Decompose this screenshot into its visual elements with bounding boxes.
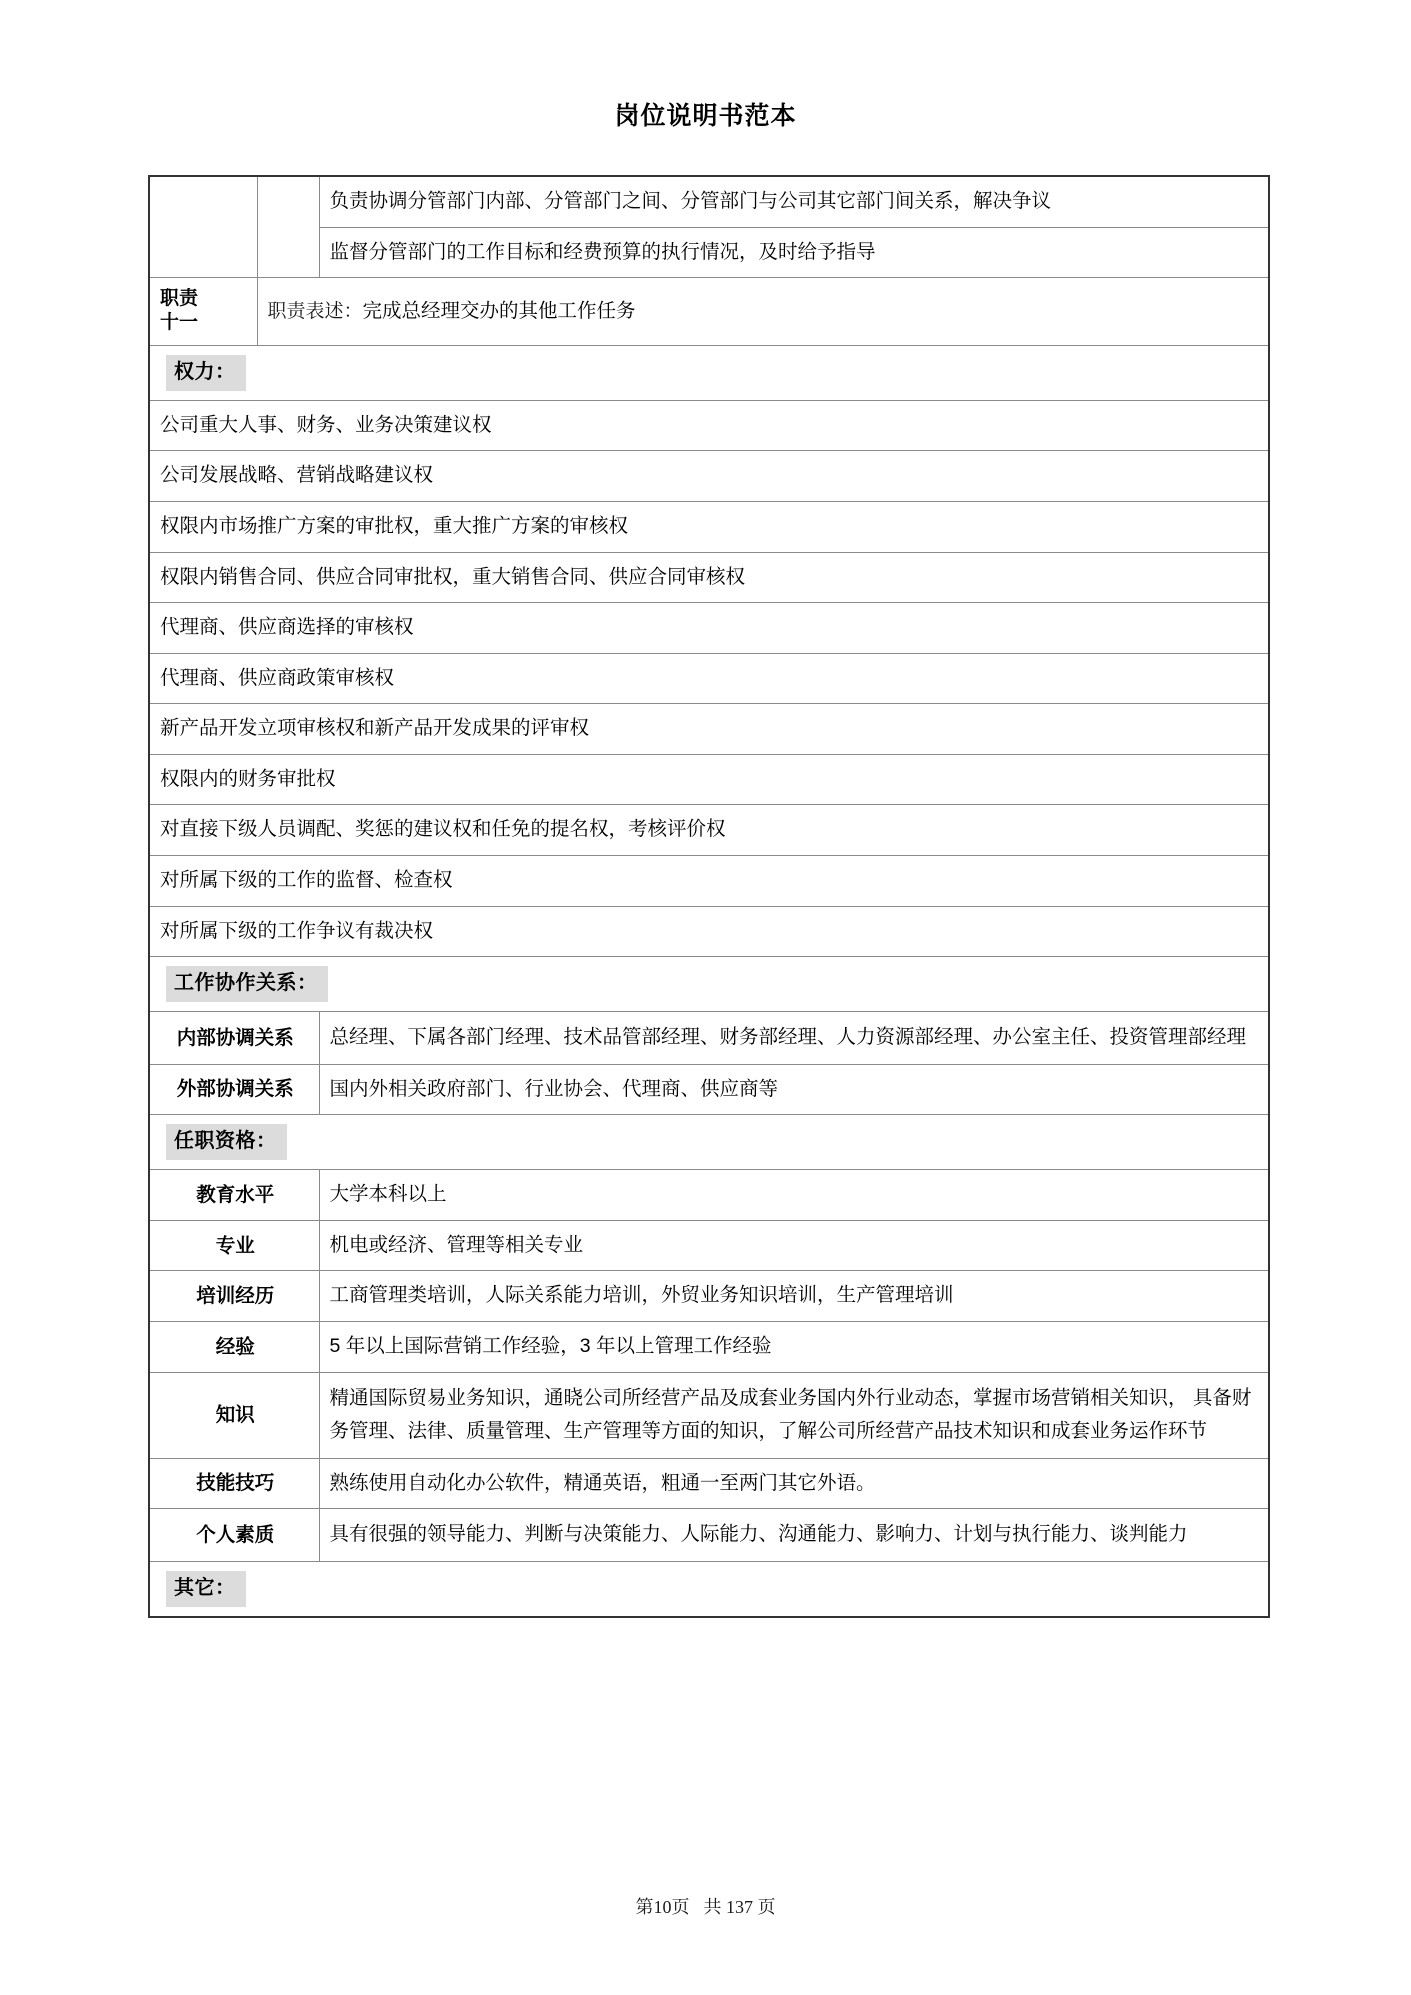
section-heading-qualification: [149, 1115, 1269, 1170]
cooperation-row-label: 外部协调关系: [149, 1064, 319, 1115]
table-row: [149, 603, 1269, 654]
table-row: [149, 451, 1269, 502]
duty-item-text: 负责协调分管部门内部、分管部门之间、分管部门与公司其它部门间关系，解决争议: [319, 176, 1269, 227]
duty-eleven-label-line2: 十一: [160, 312, 199, 334]
qualification-row-label: 技能技巧: [149, 1458, 319, 1509]
duty-eleven-description: [257, 278, 1269, 346]
duty-label-empty: [149, 176, 257, 278]
authority-item: 新产品开发立项审核权和新产品开发成果的评审权: [149, 704, 1269, 755]
qualification-row-label: 教育水平: [149, 1170, 319, 1221]
table-row: [149, 704, 1269, 755]
table-row: [149, 1458, 1269, 1509]
qualification-row-label: 知识: [149, 1372, 319, 1458]
footer-current-page: 第10页: [635, 1897, 690, 1917]
authority-item: 权限内市场推广方案的审批权，重大推广方案的审核权: [149, 501, 1269, 552]
authority-item: 代理商、供应商选择的审核权: [149, 603, 1269, 654]
duty-description-body: 完成总经理交办的其他工作任务: [362, 299, 636, 322]
table-row: [149, 176, 1269, 227]
table-row: [149, 805, 1269, 856]
table-row: [149, 1012, 1269, 1065]
duty-item-text: 监督分管部门的工作目标和经费预算的执行情况，及时给予指导: [319, 227, 1269, 278]
section-heading-cell: [149, 345, 1269, 400]
qualification-row-value: 熟练使用自动化办公软件，精通英语，粗通一至两门其它外语。: [319, 1458, 1269, 1509]
qualification-row-label: 专业: [149, 1220, 319, 1271]
table-row: [149, 400, 1269, 451]
section-heading-label: 其它：: [166, 1571, 246, 1607]
table-row: [149, 552, 1269, 603]
duty-index-empty: [257, 176, 319, 278]
qualification-row-value: 5 年以上国际营销工作经验，3 年以上管理工作经验: [319, 1321, 1269, 1372]
section-heading-cell: [149, 1115, 1269, 1170]
cooperation-row-label: 内部协调关系: [149, 1012, 319, 1065]
authority-item: 对所属下级的工作争议有裁决权: [149, 906, 1269, 957]
table-row: [149, 906, 1269, 957]
qualification-row-value: 机电或经济、管理等相关专业: [319, 1220, 1269, 1271]
table-row: [149, 754, 1269, 805]
table-row: [149, 1064, 1269, 1115]
section-heading-authority: [149, 345, 1269, 400]
page-footer: [0, 1893, 1411, 1919]
table-row: [149, 501, 1269, 552]
section-heading-cooperation: [149, 957, 1269, 1012]
qualification-row-value: 具有很强的领导能力、判断与决策能力、人际能力、沟通能力、影响力、计划与执行能力、谈判能力: [319, 1509, 1269, 1562]
qualification-row-value: 大学本科以上: [319, 1170, 1269, 1221]
section-heading-label: 任职资格：: [166, 1124, 287, 1160]
authority-item: 权限内的财务审批权: [149, 754, 1269, 805]
qualification-row-label: 经验: [149, 1321, 319, 1372]
qualification-row-value: 工商管理类培训，人际关系能力培训，外贸业务知识培训，生产管理培训: [319, 1271, 1269, 1322]
section-heading-cell: [149, 1561, 1269, 1617]
qualification-row-label: 培训经历: [149, 1271, 319, 1322]
authority-item: 对所属下级的工作的监督、检查权: [149, 855, 1269, 906]
job-description-table: [148, 175, 1270, 1618]
authority-item: 权限内销售合同、供应合同审批权，重大销售合同、供应合同审核权: [149, 552, 1269, 603]
page-title: 岗位说明书范本: [614, 102, 797, 130]
authority-item: 公司重大人事、财务、业务决策建议权: [149, 400, 1269, 451]
section-heading-other: [149, 1561, 1269, 1617]
duty-description-prefix: 职责表述：: [267, 300, 363, 322]
job-description-table-wrapper: [148, 175, 1268, 1618]
footer-total-pages: 共 137 页: [703, 1897, 776, 1917]
cooperation-row-value: 国内外相关政府部门、行业协会、代理商、供应商等: [319, 1064, 1269, 1115]
table-row: [149, 1372, 1269, 1458]
cooperation-row-value: 总经理、下属各部门经理、技术品管部经理、财务部经理、人力资源部经理、办公室主任、投资管理部经理: [319, 1012, 1269, 1065]
table-row: [149, 1220, 1269, 1271]
section-heading-cell: [149, 957, 1269, 1012]
authority-item: 对直接下级人员调配、奖惩的建议权和任免的提名权，考核评价权: [149, 805, 1269, 856]
table-row-duty-eleven: [149, 278, 1269, 346]
section-heading-label: 工作协作关系：: [166, 966, 328, 1002]
table-row: [149, 855, 1269, 906]
qualification-row-value: 精通国际贸易业务知识，通晓公司所经营产品及成套业务国内外行业动态，掌握市场营销相关知识， 具备财务管理、法律、质量管理、生产管理等方面的知识，了解公司所经营产品技术知识和成套业务运作环节: [319, 1372, 1269, 1458]
section-heading-label: 权力：: [166, 355, 246, 391]
table-row: [149, 653, 1269, 704]
duty-eleven-label: [149, 278, 257, 346]
authority-item: 代理商、供应商政策审核权: [149, 653, 1269, 704]
table-row: [149, 1321, 1269, 1372]
table-row: [149, 1271, 1269, 1322]
table-row: [149, 1509, 1269, 1562]
authority-item: 公司发展战略、营销战略建议权: [149, 451, 1269, 502]
table-row: [149, 1170, 1269, 1221]
duty-eleven-label-line1: 职责: [160, 288, 199, 310]
qualification-row-label: 个人素质: [149, 1509, 319, 1562]
